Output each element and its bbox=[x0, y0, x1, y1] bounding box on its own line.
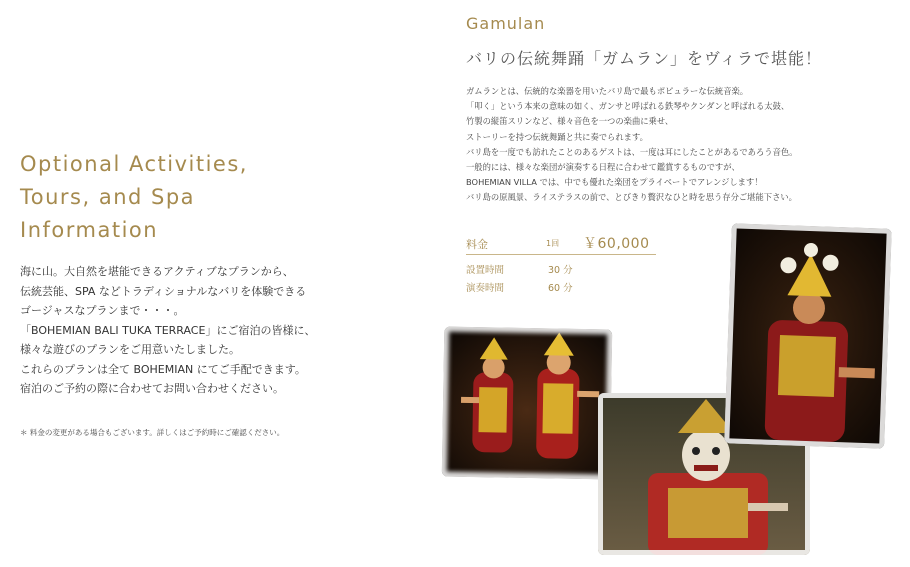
spec-label: 演奏時間 bbox=[466, 283, 505, 294]
intro-line: これらのプランは全て BOHEMIAN にてご手配できます。 bbox=[20, 362, 306, 376]
description-line: 「叩く」という本来の意味の如く、ガンサと呼ばれる鉄琴やクンダンと呼ばれる太鼓、 bbox=[466, 101, 790, 112]
intro-text bbox=[20, 262, 380, 399]
intro-line: 海に山。大自然を堪能できるアクティブなプランから、 bbox=[20, 265, 294, 278]
price-value: ￥60,000 bbox=[583, 236, 650, 252]
price-unit: 1回 bbox=[546, 239, 560, 248]
description-line: BOHEMIAN VILLA では、中でも優れた楽団をプライベートでアレンジします！ bbox=[466, 177, 763, 188]
description-line: バリ島の原風景、ライステラスの前で、とびきり贅沢なひと時を思う存分ご堪能下さい。 bbox=[466, 192, 797, 203]
intro-line: 伝統芸能、SPA などトラディショナルなバリを体験できる bbox=[20, 284, 307, 298]
photo-single-dancer bbox=[724, 223, 892, 448]
description-line: 一般的には、様々な楽団が演奏する日程に合わせて鑑賞するものですが、 bbox=[466, 162, 740, 173]
description-line: 竹製の縦笛スリンなど、様々音色を一つの楽曲に乗せ、 bbox=[466, 116, 674, 127]
description-line: ガムランとは、伝統的な楽器を用いたバリ島で最もポピュラーな伝統音楽。 bbox=[466, 86, 749, 96]
intro-line: ゴージャスなプランまで・・・。 bbox=[20, 304, 185, 317]
gamulan-subtitle: バリの伝統舞踊「ガムラン」をヴィラで堪能！ bbox=[466, 49, 823, 68]
intro-line: 宿泊のご予約の際に合わせてお問い合わせください。 bbox=[20, 382, 284, 395]
description-line: ストーリーを持つ伝統舞踊と共に奏でられます。 bbox=[466, 131, 648, 142]
section-title-line: Information bbox=[20, 218, 159, 242]
spec-value: 30 分 bbox=[548, 265, 573, 276]
photo-two-dancers bbox=[442, 327, 613, 480]
gamulan-description bbox=[466, 84, 896, 206]
intro-line: 「BOHEMIAN BALI TUKA TERRACE」にご宿泊の皆様に、 bbox=[20, 323, 316, 337]
gamulan-title: Gamulan bbox=[466, 14, 546, 33]
price-label: 料金 bbox=[466, 238, 488, 251]
spec-value: 60 分 bbox=[548, 283, 573, 294]
spec-performance-time bbox=[466, 280, 573, 294]
price-row bbox=[466, 232, 656, 255]
spec-setup-time bbox=[466, 262, 573, 276]
spec-label: 設置時間 bbox=[466, 265, 505, 276]
intro-line: 様々な遊びのプランをご用意いたしました。 bbox=[20, 343, 240, 356]
price-note: ＊ 料金の変更がある場合もございます。詳しくはご予約時にご確認ください。 bbox=[20, 428, 285, 437]
description-line: バリ島を一度でも訪れたことのあるゲストは、一度は耳にしたことがあるであろう音色。 bbox=[466, 146, 798, 157]
section-title bbox=[20, 148, 320, 247]
section-title-line: Tours, and Spa bbox=[20, 185, 196, 209]
section-title-line: Optional Activities, bbox=[20, 152, 248, 176]
